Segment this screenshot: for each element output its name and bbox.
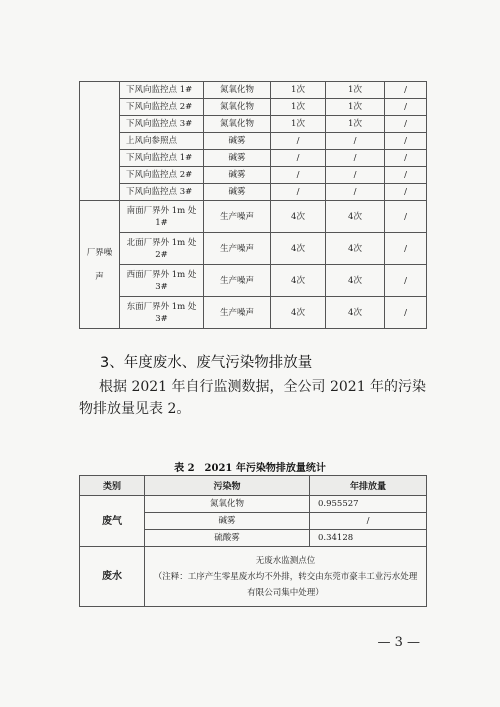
freq-cell: / — [326, 150, 385, 167]
section-heading: 3、年度废水、废气污染物排放量 — [100, 355, 313, 371]
item-cell: 碱雾 — [204, 167, 271, 184]
body-paragraph: 根据 2021 年自行监测数据，全公司 2021 年的污染物排放量见表 2。 — [79, 379, 427, 417]
amount-cell: 0.955527 — [310, 496, 427, 513]
freq-cell: 1次 — [326, 99, 385, 116]
pollutant-cell: 氮氧化物 — [145, 496, 310, 513]
table-row — [80, 133, 427, 150]
point-line2: 1# — [155, 217, 168, 228]
noise-category-line1: 厂界噪 — [86, 247, 113, 258]
point-cell — [120, 233, 204, 265]
freq-cell: 4次 — [326, 201, 385, 233]
table-header-row — [80, 476, 427, 496]
water-note-line1: 无废水监测点位 — [255, 555, 316, 566]
point-cell: 下风向监控点 2# — [120, 99, 204, 116]
category-cell — [80, 82, 120, 201]
freq-cell: 1次 — [326, 116, 385, 133]
freq-cell: 4次 — [326, 233, 385, 265]
noise-category-line2: 声 — [95, 271, 104, 282]
freq-cell: 1次 — [271, 116, 326, 133]
point-cell: 下风向监控点 3# — [120, 116, 204, 133]
table-row — [80, 201, 427, 233]
table-row — [80, 233, 427, 265]
freq-cell: 1次 — [271, 82, 326, 99]
table-row — [80, 547, 427, 607]
point-cell — [120, 265, 204, 297]
freq-cell: / — [271, 133, 326, 150]
pollutant-cell: 碱雾 — [145, 513, 310, 530]
freq-cell: 4次 — [326, 297, 385, 329]
item-cell: 氮氧化物 — [204, 82, 271, 99]
item-cell: 氮氧化物 — [204, 99, 271, 116]
freq-cell: 4次 — [326, 265, 385, 297]
monitoring-table — [79, 81, 427, 329]
point-cell: 下风向监控点 2# — [120, 167, 204, 184]
item-cell: 氮氧化物 — [204, 116, 271, 133]
point-line1: 东面厂界外 1m 处 — [126, 301, 197, 312]
point-line1: 北面厂界外 1m 处 — [126, 237, 197, 248]
point-line2: 3# — [155, 313, 168, 324]
point-line2: 2# — [155, 249, 168, 260]
freq-cell: / — [326, 133, 385, 150]
gas-category-cell: 废气 — [80, 496, 145, 547]
table-row — [80, 184, 427, 201]
freq-cell: 4次 — [271, 201, 326, 233]
table-row — [80, 116, 427, 133]
emission-table — [79, 475, 427, 607]
freq-cell: / — [385, 201, 427, 233]
water-note-cell — [145, 547, 427, 607]
freq-cell: / — [271, 150, 326, 167]
item-cell: 生产噪声 — [204, 297, 271, 329]
freq-cell: / — [385, 167, 427, 184]
water-note-line2: （注释：工序产生零星废水均不外排，转交由东莞市豪丰工业污水处理有限公司集中处理） — [153, 571, 418, 598]
point-cell: 下风向监控点 3# — [120, 184, 204, 201]
pollutant-cell: 硫酸雾 — [145, 530, 310, 547]
item-cell: 碱雾 — [204, 133, 271, 150]
freq-cell: / — [385, 99, 427, 116]
freq-cell: / — [326, 184, 385, 201]
point-line1: 南面厂界外 1m 处 — [126, 205, 197, 216]
freq-cell: / — [385, 150, 427, 167]
freq-cell: / — [385, 297, 427, 329]
freq-cell: / — [385, 116, 427, 133]
amount-cell: 0.34128 — [310, 530, 427, 547]
item-cell: 碱雾 — [204, 184, 271, 201]
item-cell: 生产噪声 — [204, 201, 271, 233]
point-cell: 下风向监控点 1# — [120, 150, 204, 167]
freq-cell: / — [326, 167, 385, 184]
header-category: 类别 — [80, 476, 145, 496]
table-row — [80, 150, 427, 167]
table-row — [80, 167, 427, 184]
table-row — [80, 265, 427, 297]
amount-cell: / — [310, 513, 427, 530]
point-line1: 西面厂界外 1m 处 — [126, 269, 197, 280]
table-caption: 表 2 2021 年污染物排放量统计 — [174, 463, 326, 474]
header-amount: 年排放量 — [310, 476, 427, 496]
page-number: — 3 — — [377, 635, 420, 650]
item-cell: 生产噪声 — [204, 265, 271, 297]
freq-cell: / — [385, 184, 427, 201]
point-line2: 3# — [155, 281, 168, 292]
point-cell: 下风向监控点 1# — [120, 82, 204, 99]
point-cell — [120, 201, 204, 233]
item-cell: 生产噪声 — [204, 233, 271, 265]
noise-category-cell — [80, 201, 120, 329]
freq-cell: 4次 — [271, 297, 326, 329]
freq-cell: / — [271, 184, 326, 201]
freq-cell: / — [385, 265, 427, 297]
table-row — [80, 297, 427, 329]
freq-cell: / — [271, 167, 326, 184]
freq-cell: 1次 — [326, 82, 385, 99]
freq-cell: / — [385, 133, 427, 150]
water-category-cell: 废水 — [80, 547, 145, 607]
point-cell — [120, 297, 204, 329]
table-row — [80, 99, 427, 116]
freq-cell: / — [385, 233, 427, 265]
table-row — [80, 82, 427, 99]
freq-cell: / — [385, 82, 427, 99]
header-pollutant: 污染物 — [145, 476, 310, 496]
item-cell: 碱雾 — [204, 150, 271, 167]
table-row — [80, 496, 427, 513]
freq-cell: 4次 — [271, 265, 326, 297]
point-cell: 上风向参照点 — [120, 133, 204, 150]
freq-cell: 4次 — [271, 233, 326, 265]
freq-cell: 1次 — [271, 99, 326, 116]
